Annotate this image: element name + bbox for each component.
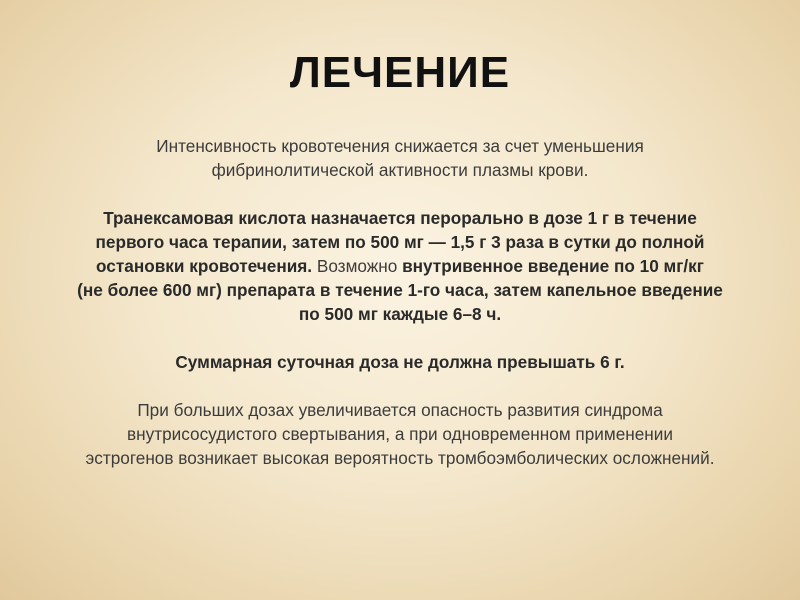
paragraph-tranexamic-acid: [30, 206, 770, 326]
bold-segment: внутривенное введение по 10 мг/кг: [402, 256, 704, 276]
paragraph-spacer: [30, 182, 770, 206]
paragraph-line: первого часа терапии, затем по 500 мг — 1,5 г 3 раза в сутки до полной: [95, 232, 705, 252]
paragraph-line: внутрисосудистого свертывания, а при одновременном применении: [126, 424, 674, 444]
paragraph-spacer: [30, 326, 770, 350]
paragraph-line: фибринолитической активности плазмы крови.: [211, 160, 589, 180]
slide-title: ЛЕЧЕНИЕ: [289, 48, 511, 97]
paragraph-spacer: [30, 374, 770, 398]
paragraph-daily-dose: [30, 350, 770, 374]
paragraph-line: Транексамовая кислота назначается перорально в дозе 1 г в течение: [103, 208, 697, 228]
paragraph-line: эстрогенов возникает высокая вероятность тромбоэмболических осложнений.: [85, 448, 715, 468]
paragraph-fibrinolytic: [30, 134, 770, 182]
slide-body: [30, 134, 770, 470]
paragraph-line: Суммарная суточная доза не должна превышать 6 г.: [175, 352, 625, 372]
paragraph-line: (не более 600 мг) препарата в течение 1-го часа, затем капельное введение: [77, 280, 723, 300]
paragraph-risk: [30, 398, 770, 470]
bold-segment: остановки кровотечения.: [96, 256, 313, 276]
paragraph-line: Интенсивность кровотечения снижается за счет уменьшения: [156, 136, 644, 156]
normal-segment: Возможно: [312, 256, 403, 276]
paragraph-line: [30, 254, 770, 278]
paragraph-line: При больших дозах увеличивается опасность развития синдрома: [137, 400, 663, 420]
paragraph-line: по 500 мг каждые 6–8 ч.: [298, 304, 502, 324]
